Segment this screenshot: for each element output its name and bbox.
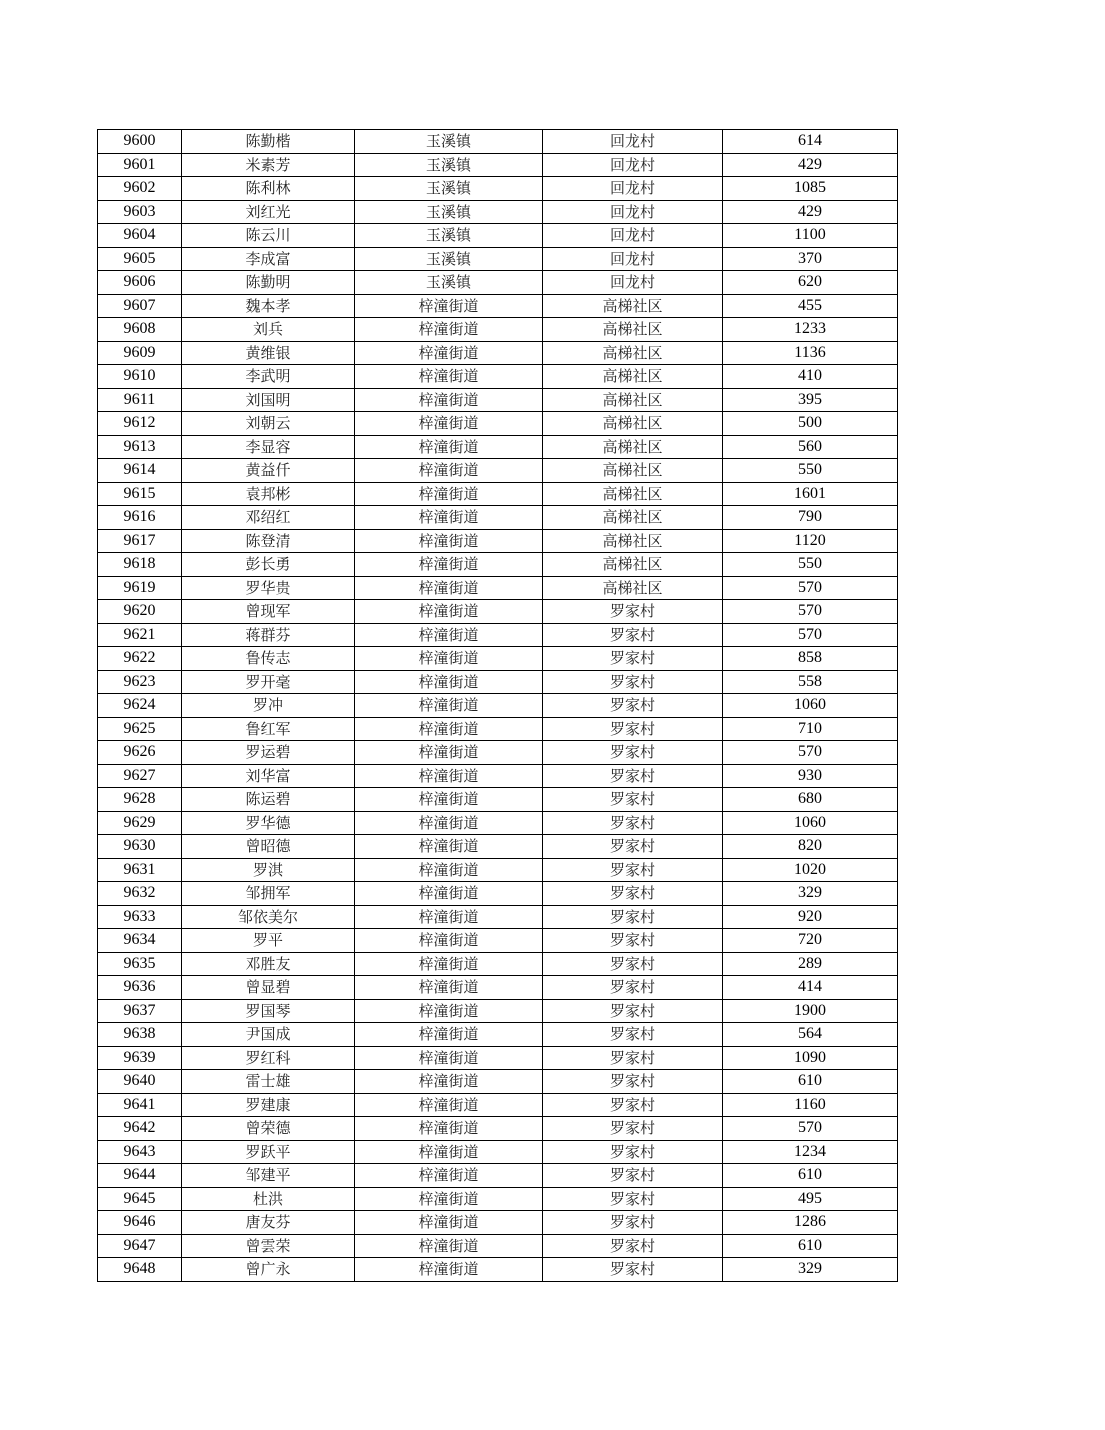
- name-cell: 邹建平: [182, 1164, 355, 1188]
- name-cell: 李显容: [182, 435, 355, 459]
- name-cell: 刘兵: [182, 318, 355, 342]
- amount-cell: 720: [723, 929, 898, 953]
- township-cell: 梓潼街道: [355, 1093, 543, 1117]
- amount-cell: 429: [723, 153, 898, 177]
- table-row: [98, 694, 898, 718]
- name-cell: 罗开毫: [182, 670, 355, 694]
- amount-cell: 564: [723, 1023, 898, 1047]
- village-cell: 罗家村: [543, 882, 723, 906]
- serial-number-cell: 9644: [98, 1164, 182, 1188]
- village-cell: 罗家村: [543, 1140, 723, 1164]
- township-cell: 玉溪镇: [355, 247, 543, 271]
- name-cell: 罗冲: [182, 694, 355, 718]
- village-cell: 罗家村: [543, 999, 723, 1023]
- serial-number-cell: 9629: [98, 811, 182, 835]
- amount-cell: 1090: [723, 1046, 898, 1070]
- village-cell: 罗家村: [543, 1023, 723, 1047]
- village-cell: 罗家村: [543, 670, 723, 694]
- name-cell: 陈利林: [182, 177, 355, 201]
- serial-number-cell: 9633: [98, 905, 182, 929]
- name-cell: 鲁传志: [182, 647, 355, 671]
- serial-number-cell: 9620: [98, 600, 182, 624]
- amount-cell: 410: [723, 365, 898, 389]
- village-cell: 高梯社区: [543, 576, 723, 600]
- amount-cell: 289: [723, 952, 898, 976]
- table-row: [98, 1187, 898, 1211]
- township-cell: 梓潼街道: [355, 365, 543, 389]
- table-row: [98, 341, 898, 365]
- serial-number-cell: 9603: [98, 200, 182, 224]
- township-cell: 梓潼街道: [355, 623, 543, 647]
- amount-cell: 495: [723, 1187, 898, 1211]
- table-row: [98, 858, 898, 882]
- name-cell: 杜洪: [182, 1187, 355, 1211]
- table-row: [98, 600, 898, 624]
- township-cell: 梓潼街道: [355, 1140, 543, 1164]
- serial-number-cell: 9619: [98, 576, 182, 600]
- township-cell: 梓潼街道: [355, 929, 543, 953]
- name-cell: 李武明: [182, 365, 355, 389]
- amount-cell: 1136: [723, 341, 898, 365]
- amount-cell: 614: [723, 130, 898, 154]
- table-row: [98, 318, 898, 342]
- serial-number-cell: 9623: [98, 670, 182, 694]
- table-row: [98, 764, 898, 788]
- amount-cell: 570: [723, 1117, 898, 1141]
- serial-number-cell: 9646: [98, 1211, 182, 1235]
- name-cell: 曾雲荣: [182, 1234, 355, 1258]
- village-cell: 高梯社区: [543, 294, 723, 318]
- name-cell: 鲁红军: [182, 717, 355, 741]
- amount-cell: 1900: [723, 999, 898, 1023]
- amount-cell: 1234: [723, 1140, 898, 1164]
- name-cell: 曾广永: [182, 1258, 355, 1282]
- township-cell: 梓潼街道: [355, 647, 543, 671]
- village-cell: 高梯社区: [543, 365, 723, 389]
- amount-cell: 570: [723, 623, 898, 647]
- township-cell: 梓潼街道: [355, 952, 543, 976]
- township-cell: 玉溪镇: [355, 200, 543, 224]
- table-row: [98, 200, 898, 224]
- serial-number-cell: 9618: [98, 553, 182, 577]
- village-cell: 罗家村: [543, 647, 723, 671]
- name-cell: 曾显碧: [182, 976, 355, 1000]
- name-cell: 罗运碧: [182, 741, 355, 765]
- table-row: [98, 482, 898, 506]
- table-row: [98, 882, 898, 906]
- village-cell: 高梯社区: [543, 553, 723, 577]
- township-cell: 梓潼街道: [355, 717, 543, 741]
- amount-cell: 455: [723, 294, 898, 318]
- serial-number-cell: 9641: [98, 1093, 182, 1117]
- township-cell: 玉溪镇: [355, 271, 543, 295]
- name-cell: 罗红科: [182, 1046, 355, 1070]
- serial-number-cell: 9614: [98, 459, 182, 483]
- table-row: [98, 529, 898, 553]
- village-cell: 高梯社区: [543, 412, 723, 436]
- serial-number-cell: 9624: [98, 694, 182, 718]
- name-cell: 刘国明: [182, 388, 355, 412]
- name-cell: 罗国琴: [182, 999, 355, 1023]
- serial-number-cell: 9631: [98, 858, 182, 882]
- amount-cell: 500: [723, 412, 898, 436]
- township-cell: 梓潼街道: [355, 741, 543, 765]
- township-cell: 梓潼街道: [355, 1211, 543, 1235]
- township-cell: 梓潼街道: [355, 905, 543, 929]
- village-cell: 高梯社区: [543, 529, 723, 553]
- amount-cell: 1160: [723, 1093, 898, 1117]
- village-cell: 罗家村: [543, 741, 723, 765]
- township-cell: 梓潼街道: [355, 1023, 543, 1047]
- village-cell: 回龙村: [543, 130, 723, 154]
- name-cell: 陈勤明: [182, 271, 355, 295]
- serial-number-cell: 9604: [98, 224, 182, 248]
- name-cell: 陈登清: [182, 529, 355, 553]
- table-row: [98, 153, 898, 177]
- table-row: [98, 999, 898, 1023]
- amount-cell: 820: [723, 835, 898, 859]
- table-row: [98, 623, 898, 647]
- serial-number-cell: 9612: [98, 412, 182, 436]
- township-cell: 玉溪镇: [355, 224, 543, 248]
- serial-number-cell: 9605: [98, 247, 182, 271]
- name-cell: 蒋群芬: [182, 623, 355, 647]
- village-cell: 高梯社区: [543, 388, 723, 412]
- amount-cell: 329: [723, 882, 898, 906]
- amount-cell: 570: [723, 576, 898, 600]
- township-cell: 梓潼街道: [355, 1046, 543, 1070]
- serial-number-cell: 9621: [98, 623, 182, 647]
- serial-number-cell: 9638: [98, 1023, 182, 1047]
- township-cell: 梓潼街道: [355, 600, 543, 624]
- village-cell: 高梯社区: [543, 459, 723, 483]
- village-cell: 罗家村: [543, 858, 723, 882]
- serial-number-cell: 9622: [98, 647, 182, 671]
- serial-number-cell: 9635: [98, 952, 182, 976]
- serial-number-cell: 9637: [98, 999, 182, 1023]
- table-row: [98, 741, 898, 765]
- amount-cell: 370: [723, 247, 898, 271]
- table-row: [98, 1093, 898, 1117]
- village-cell: 罗家村: [543, 1093, 723, 1117]
- township-cell: 梓潼街道: [355, 435, 543, 459]
- amount-cell: 395: [723, 388, 898, 412]
- serial-number-cell: 9616: [98, 506, 182, 530]
- table-row: [98, 1046, 898, 1070]
- village-cell: 罗家村: [543, 835, 723, 859]
- serial-number-cell: 9645: [98, 1187, 182, 1211]
- village-cell: 回龙村: [543, 200, 723, 224]
- table-row: [98, 1234, 898, 1258]
- table-row: [98, 905, 898, 929]
- village-cell: 高梯社区: [543, 482, 723, 506]
- township-cell: 梓潼街道: [355, 506, 543, 530]
- township-cell: 梓潼街道: [355, 529, 543, 553]
- amount-cell: 858: [723, 647, 898, 671]
- township-cell: 梓潼街道: [355, 553, 543, 577]
- village-cell: 高梯社区: [543, 318, 723, 342]
- name-cell: 雷士雄: [182, 1070, 355, 1094]
- table-row: [98, 224, 898, 248]
- village-cell: 罗家村: [543, 1117, 723, 1141]
- name-cell: 黄益仟: [182, 459, 355, 483]
- amount-cell: 550: [723, 553, 898, 577]
- name-cell: 刘华富: [182, 764, 355, 788]
- village-cell: 罗家村: [543, 952, 723, 976]
- table-row: [98, 553, 898, 577]
- name-cell: 陈勤楷: [182, 130, 355, 154]
- name-cell: 曾昭德: [182, 835, 355, 859]
- village-cell: 罗家村: [543, 1164, 723, 1188]
- township-cell: 梓潼街道: [355, 318, 543, 342]
- township-cell: 梓潼街道: [355, 1258, 543, 1282]
- serial-number-cell: 9601: [98, 153, 182, 177]
- amount-cell: 329: [723, 1258, 898, 1282]
- name-cell: 袁邦彬: [182, 482, 355, 506]
- table-row: [98, 717, 898, 741]
- village-cell: 罗家村: [543, 1046, 723, 1070]
- township-cell: 玉溪镇: [355, 177, 543, 201]
- serial-number-cell: 9634: [98, 929, 182, 953]
- serial-number-cell: 9636: [98, 976, 182, 1000]
- township-cell: 梓潼街道: [355, 341, 543, 365]
- township-cell: 梓潼街道: [355, 388, 543, 412]
- village-cell: 高梯社区: [543, 341, 723, 365]
- serial-number-cell: 9642: [98, 1117, 182, 1141]
- name-cell: 罗华贵: [182, 576, 355, 600]
- township-cell: 梓潼街道: [355, 412, 543, 436]
- village-cell: 罗家村: [543, 1258, 723, 1282]
- table-row: [98, 929, 898, 953]
- village-cell: 回龙村: [543, 177, 723, 201]
- serial-number-cell: 9648: [98, 1258, 182, 1282]
- name-cell: 邓胜友: [182, 952, 355, 976]
- name-cell: 邹依美尔: [182, 905, 355, 929]
- township-cell: 梓潼街道: [355, 976, 543, 1000]
- serial-number-cell: 9615: [98, 482, 182, 506]
- serial-number-cell: 9606: [98, 271, 182, 295]
- village-cell: 罗家村: [543, 600, 723, 624]
- table-row: [98, 412, 898, 436]
- serial-number-cell: 9607: [98, 294, 182, 318]
- township-cell: 玉溪镇: [355, 130, 543, 154]
- village-cell: 罗家村: [543, 764, 723, 788]
- table-row: [98, 1117, 898, 1141]
- township-cell: 梓潼街道: [355, 811, 543, 835]
- township-cell: 梓潼街道: [355, 482, 543, 506]
- amount-cell: 1601: [723, 482, 898, 506]
- serial-number-cell: 9613: [98, 435, 182, 459]
- serial-number-cell: 9611: [98, 388, 182, 412]
- name-cell: 罗跃平: [182, 1140, 355, 1164]
- table-row: [98, 247, 898, 271]
- table-row: [98, 130, 898, 154]
- village-cell: 罗家村: [543, 1187, 723, 1211]
- table-row: [98, 1164, 898, 1188]
- name-cell: 邹拥军: [182, 882, 355, 906]
- serial-number-cell: 9630: [98, 835, 182, 859]
- village-cell: 罗家村: [543, 1070, 723, 1094]
- table-row: [98, 811, 898, 835]
- village-cell: 罗家村: [543, 623, 723, 647]
- township-cell: 梓潼街道: [355, 294, 543, 318]
- table-row: [98, 670, 898, 694]
- village-cell: 罗家村: [543, 788, 723, 812]
- serial-number-cell: 9608: [98, 318, 182, 342]
- table-row: [98, 506, 898, 530]
- village-cell: 罗家村: [543, 976, 723, 1000]
- table-row: [98, 576, 898, 600]
- township-cell: 梓潼街道: [355, 670, 543, 694]
- amount-cell: 414: [723, 976, 898, 1000]
- serial-number-cell: 9643: [98, 1140, 182, 1164]
- table-row: [98, 647, 898, 671]
- township-cell: 梓潼街道: [355, 1187, 543, 1211]
- amount-cell: 1233: [723, 318, 898, 342]
- village-cell: 回龙村: [543, 247, 723, 271]
- village-cell: 罗家村: [543, 905, 723, 929]
- name-cell: 黄维银: [182, 341, 355, 365]
- serial-number-cell: 9617: [98, 529, 182, 553]
- name-cell: 尹国成: [182, 1023, 355, 1047]
- serial-number-cell: 9625: [98, 717, 182, 741]
- amount-cell: 1100: [723, 224, 898, 248]
- amount-cell: 790: [723, 506, 898, 530]
- name-cell: 陈运碧: [182, 788, 355, 812]
- name-cell: 魏本孝: [182, 294, 355, 318]
- name-cell: 唐友芬: [182, 1211, 355, 1235]
- name-cell: 李成富: [182, 247, 355, 271]
- village-cell: 回龙村: [543, 271, 723, 295]
- township-cell: 梓潼街道: [355, 999, 543, 1023]
- village-cell: 罗家村: [543, 811, 723, 835]
- village-cell: 回龙村: [543, 153, 723, 177]
- amount-cell: 710: [723, 717, 898, 741]
- village-cell: 高梯社区: [543, 435, 723, 459]
- table-row: [98, 788, 898, 812]
- township-cell: 梓潼街道: [355, 835, 543, 859]
- table-row: [98, 388, 898, 412]
- name-cell: 曾荣德: [182, 1117, 355, 1141]
- serial-number-cell: 9639: [98, 1046, 182, 1070]
- amount-cell: 1060: [723, 811, 898, 835]
- serial-number-cell: 9609: [98, 341, 182, 365]
- amount-cell: 680: [723, 788, 898, 812]
- amount-cell: 1286: [723, 1211, 898, 1235]
- table-row: [98, 177, 898, 201]
- table-row: [98, 435, 898, 459]
- table-row: [98, 459, 898, 483]
- village-cell: 回龙村: [543, 224, 723, 248]
- village-cell: 罗家村: [543, 1211, 723, 1235]
- serial-number-cell: 9600: [98, 130, 182, 154]
- name-cell: 曾现军: [182, 600, 355, 624]
- township-cell: 梓潼街道: [355, 1070, 543, 1094]
- table-row: [98, 294, 898, 318]
- table-row: [98, 365, 898, 389]
- amount-cell: 920: [723, 905, 898, 929]
- serial-number-cell: 9626: [98, 741, 182, 765]
- township-cell: 玉溪镇: [355, 153, 543, 177]
- township-cell: 梓潼街道: [355, 1234, 543, 1258]
- table-row: [98, 1211, 898, 1235]
- serial-number-cell: 9647: [98, 1234, 182, 1258]
- table-row: [98, 835, 898, 859]
- township-cell: 梓潼街道: [355, 1117, 543, 1141]
- name-cell: 米素芳: [182, 153, 355, 177]
- amount-cell: 570: [723, 600, 898, 624]
- amount-cell: 558: [723, 670, 898, 694]
- serial-number-cell: 9602: [98, 177, 182, 201]
- table-row: [98, 1258, 898, 1282]
- amount-cell: 610: [723, 1164, 898, 1188]
- village-cell: 罗家村: [543, 694, 723, 718]
- name-cell: 邓绍红: [182, 506, 355, 530]
- village-cell: 罗家村: [543, 929, 723, 953]
- table-row: [98, 976, 898, 1000]
- township-cell: 梓潼街道: [355, 858, 543, 882]
- table-row: [98, 1140, 898, 1164]
- amount-cell: 610: [723, 1070, 898, 1094]
- name-cell: 刘红光: [182, 200, 355, 224]
- amount-cell: 1020: [723, 858, 898, 882]
- township-cell: 梓潼街道: [355, 576, 543, 600]
- township-cell: 梓潼街道: [355, 882, 543, 906]
- serial-number-cell: 9627: [98, 764, 182, 788]
- village-cell: 罗家村: [543, 717, 723, 741]
- amount-cell: 620: [723, 271, 898, 295]
- table-row: [98, 1070, 898, 1094]
- table-row: [98, 271, 898, 295]
- data-table: [97, 129, 898, 1282]
- table-row: [98, 952, 898, 976]
- table-body: [98, 130, 898, 1282]
- name-cell: 罗华德: [182, 811, 355, 835]
- serial-number-cell: 9628: [98, 788, 182, 812]
- amount-cell: 1060: [723, 694, 898, 718]
- name-cell: 罗平: [182, 929, 355, 953]
- township-cell: 梓潼街道: [355, 764, 543, 788]
- amount-cell: 610: [723, 1234, 898, 1258]
- amount-cell: 560: [723, 435, 898, 459]
- serial-number-cell: 9632: [98, 882, 182, 906]
- village-cell: 高梯社区: [543, 506, 723, 530]
- serial-number-cell: 9610: [98, 365, 182, 389]
- amount-cell: 930: [723, 764, 898, 788]
- amount-cell: 1120: [723, 529, 898, 553]
- name-cell: 刘朝云: [182, 412, 355, 436]
- township-cell: 梓潼街道: [355, 694, 543, 718]
- name-cell: 罗建康: [182, 1093, 355, 1117]
- amount-cell: 570: [723, 741, 898, 765]
- township-cell: 梓潼街道: [355, 1164, 543, 1188]
- amount-cell: 429: [723, 200, 898, 224]
- table-row: [98, 1023, 898, 1047]
- township-cell: 梓潼街道: [355, 788, 543, 812]
- village-cell: 罗家村: [543, 1234, 723, 1258]
- name-cell: 陈云川: [182, 224, 355, 248]
- name-cell: 彭长勇: [182, 553, 355, 577]
- township-cell: 梓潼街道: [355, 459, 543, 483]
- name-cell: 罗淇: [182, 858, 355, 882]
- amount-cell: 550: [723, 459, 898, 483]
- amount-cell: 1085: [723, 177, 898, 201]
- serial-number-cell: 9640: [98, 1070, 182, 1094]
